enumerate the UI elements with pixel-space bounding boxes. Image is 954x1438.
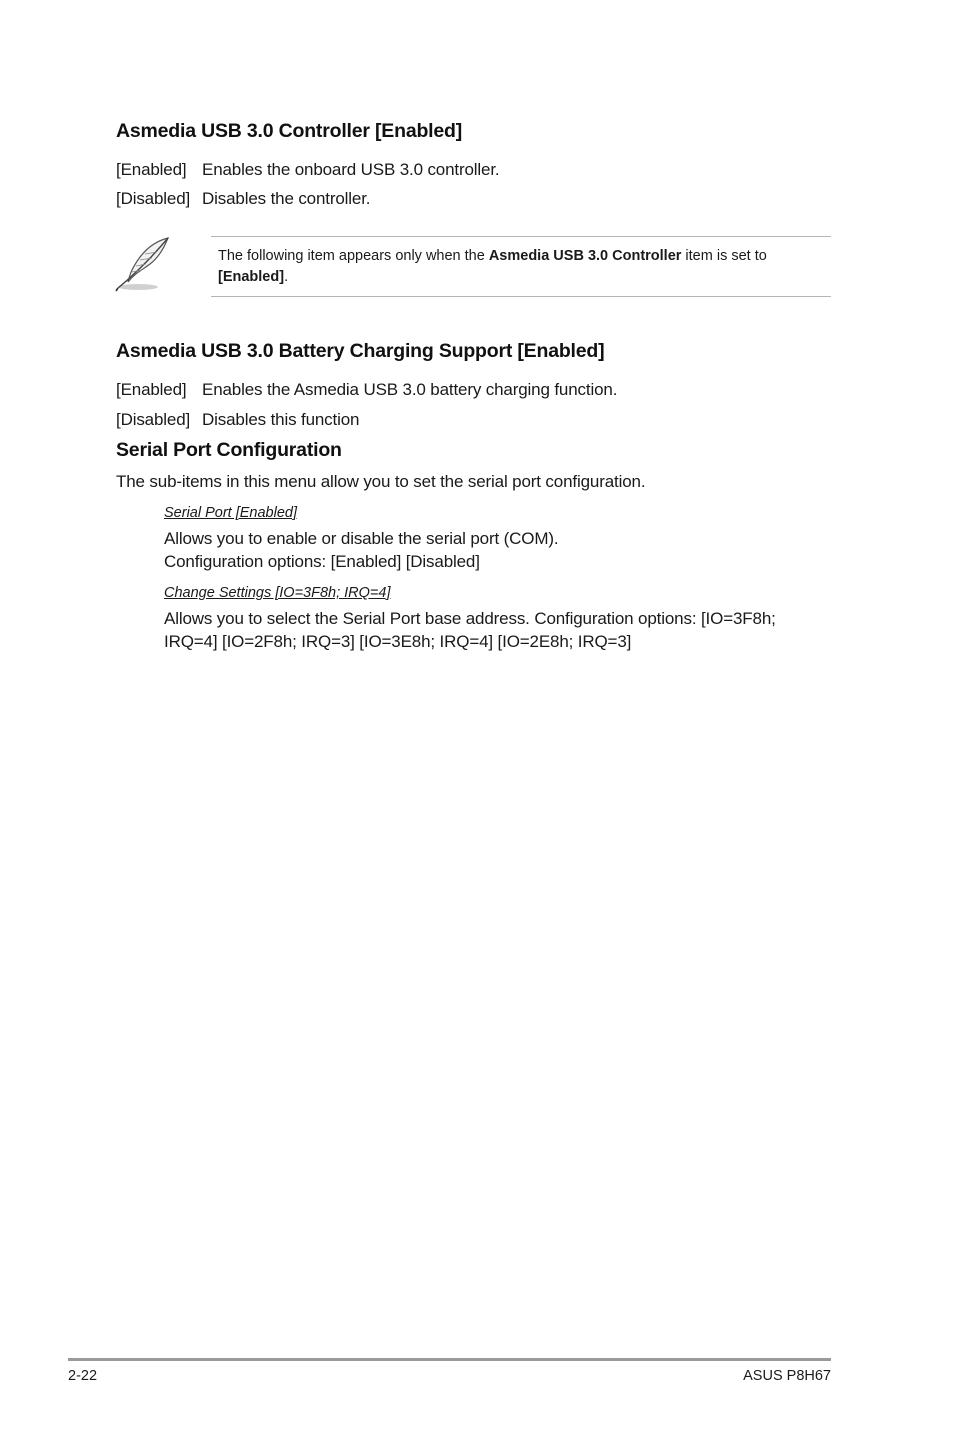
- subitem-title-change-settings: Change Settings [IO=3F8h; IRQ=4]: [164, 585, 391, 601]
- note-text-after: .: [284, 269, 289, 285]
- footer-rule: [68, 1358, 831, 1361]
- option-key: [Enabled]: [116, 380, 187, 399]
- note-bottom-rule: [211, 296, 831, 297]
- note-bold-item: Asmedia USB 3.0 Controller: [488, 248, 682, 264]
- note-bold-value: [Enabled]: [218, 269, 285, 285]
- note-top-rule: [211, 236, 831, 237]
- option-key: [Disabled]: [116, 410, 191, 429]
- option-row: [116, 189, 370, 209]
- page-number: 2-22: [68, 1368, 98, 1384]
- option-desc: Disables this function: [202, 410, 360, 429]
- footer-product-name: ASUS P8H67: [743, 1368, 831, 1384]
- section-heading-usb-controller: Asmedia USB 3.0 Controller [Enabled]: [116, 120, 463, 142]
- option-desc: Enables the onboard USB 3.0 controller.: [202, 160, 500, 179]
- subitem-line: Allows you to enable or disable the serial port (COM).: [164, 529, 559, 548]
- note-text: [218, 246, 818, 288]
- subitem-title-serial-port: Serial Port [Enabled]: [164, 505, 297, 521]
- option-desc: Enables the Asmedia USB 3.0 battery charging function.: [202, 380, 618, 399]
- note-text-before: The following item appears only when the: [218, 248, 489, 264]
- section-heading-serial-port: Serial Port Configuration: [116, 439, 342, 461]
- note-text-middle: item is set to: [681, 248, 767, 264]
- option-key: [Enabled]: [116, 160, 187, 179]
- subitem-line: Allows you to select the Serial Port base address. Configuration options: [IO=3F8h;: [164, 609, 776, 628]
- section-heading-battery-charging: Asmedia USB 3.0 Battery Charging Support [Enabled]: [116, 340, 605, 362]
- feather-pen-icon: [112, 234, 174, 294]
- option-desc: Disables the controller.: [202, 189, 371, 208]
- option-key: [Disabled]: [116, 189, 191, 208]
- subitem-line: IRQ=4] [IO=2F8h; IRQ=3] [IO=3E8h; IRQ=4] [IO=2E8h; IRQ=3]: [164, 632, 632, 651]
- option-row: [116, 410, 359, 430]
- option-row: [116, 380, 617, 400]
- section-intro: The sub-items in this menu allow you to set the serial port configuration.: [116, 472, 646, 491]
- subitem-line: Configuration options: [Enabled] [Disabled]: [164, 552, 480, 571]
- option-row: [116, 160, 500, 180]
